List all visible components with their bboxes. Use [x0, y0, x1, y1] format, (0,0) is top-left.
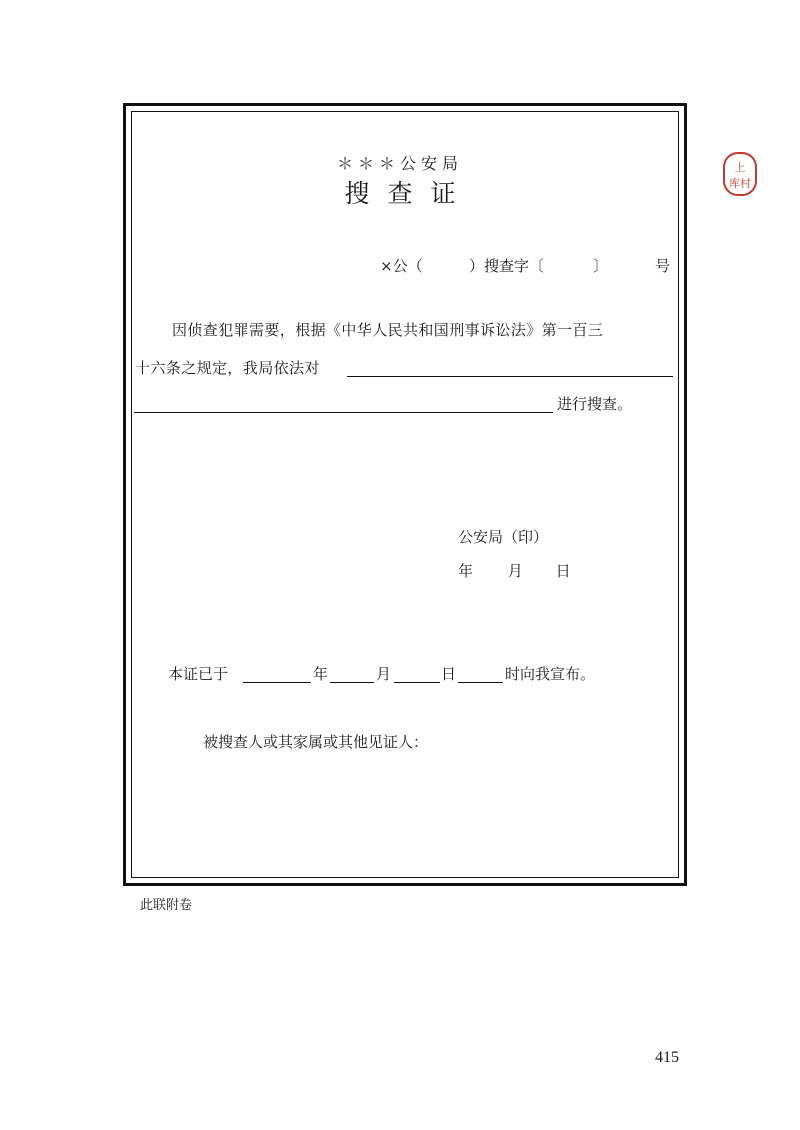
- body-line-3: 进行搜查。: [557, 395, 633, 413]
- announcement-prefix: 本证已于: [168, 665, 229, 683]
- search-target-blank-1: [347, 376, 673, 377]
- ref-prefix: ×公（: [380, 257, 423, 275]
- page-number: 415: [655, 1049, 679, 1066]
- document-title: 搜查证: [344, 179, 474, 208]
- svg-text:上: 上: [734, 161, 746, 174]
- issuing-authority: ＊＊＊公安局: [336, 154, 463, 173]
- signature-year: 年: [458, 562, 474, 580]
- form-inner-border: [131, 111, 679, 878]
- signature-date: [458, 564, 571, 579]
- copy-note: 此联附卷: [140, 898, 193, 913]
- announcement-day: 日: [441, 665, 457, 683]
- signature-month: 月: [507, 562, 523, 580]
- search-target-blank-2: [134, 412, 553, 413]
- announcement-year: 年: [313, 665, 329, 683]
- signature-authority: 公安局（印）: [458, 528, 549, 546]
- ref-number-suffix: 号: [655, 257, 671, 275]
- ref-bracket-close: 〕: [593, 257, 609, 275]
- svg-text:库村: 库村: [729, 177, 751, 190]
- announcement-year-blank: [243, 682, 311, 683]
- ref-type: ）搜查字〔: [469, 257, 545, 275]
- announcement-hour-blank: [458, 682, 503, 683]
- signature-day: 日: [555, 562, 571, 580]
- announcement-day-blank: [394, 682, 440, 683]
- body-line-1: 因侦查犯罪需要，根据《中华人民共和国刑事诉讼法》第一百三: [172, 321, 604, 339]
- red-seal-stamp: [722, 151, 758, 197]
- witness-label: 被搜查人或其家属或其他见证人：: [203, 733, 429, 751]
- announcement-month: 月: [376, 665, 392, 683]
- announcement-month-blank: [330, 682, 374, 683]
- announcement-suffix: 时向我宣布。: [505, 665, 596, 683]
- body-line-2: 十六条之规定，我局依法对: [135, 359, 320, 377]
